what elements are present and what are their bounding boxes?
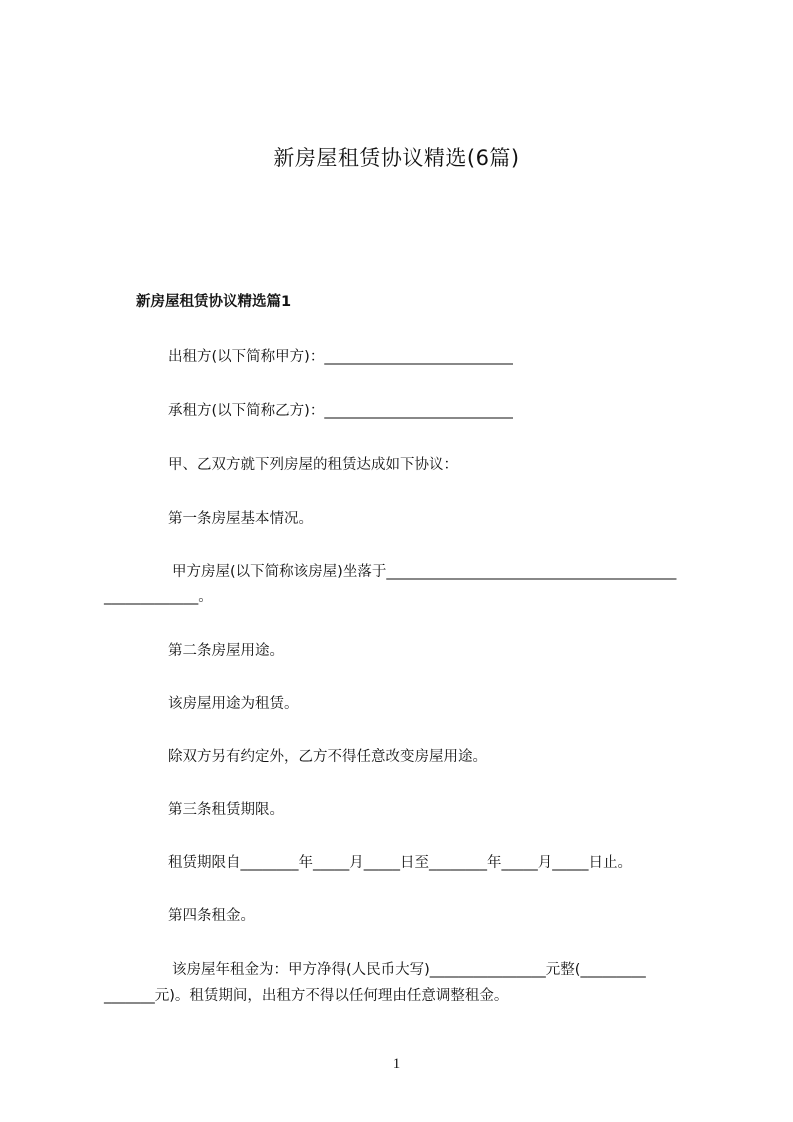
paragraph-lessee: 承租方(以下简称乙方)：__________________________ — [168, 403, 513, 419]
section-heading: 新房屋租赁协议精选篇1 — [136, 294, 292, 310]
paragraph-intro: 甲、乙双方就下列房屋的租赁达成如下协议： — [168, 457, 458, 473]
article-3-body: 租赁期限自________年_____月_____日至________年_____月_____日止。 — [168, 855, 632, 871]
article-3-title: 第三条租赁期限。 — [168, 802, 284, 818]
article-4-body-line2: _______元)。租赁期间，出租方不得以任何理由任意调整租金。 — [104, 988, 509, 1004]
article-2-body-1: 该房屋用途为租赁。 — [168, 696, 299, 712]
article-1-body-line1: 甲方房屋(以下简称该房屋)坐落于________________________________________ — [172, 564, 677, 580]
paragraph-lessor: 出租方(以下简称甲方)：__________________________ — [168, 349, 513, 365]
article-1-body-line2: _____________。 — [104, 589, 213, 605]
article-4-body-line1: 该房屋年租金为：甲方净得(人民币大写)________________元整(_________ — [172, 962, 646, 978]
article-2-title: 第二条房屋用途。 — [168, 643, 284, 659]
article-1-title: 第一条房屋基本情况。 — [168, 511, 313, 527]
page-number: 1 — [392, 1056, 401, 1072]
document-title: 新房屋租赁协议精选(6篇) — [273, 146, 520, 170]
article-4-title: 第四条租金。 — [168, 908, 255, 924]
article-2-body-2: 除双方另有约定外，乙方不得任意改变房屋用途。 — [168, 749, 487, 765]
